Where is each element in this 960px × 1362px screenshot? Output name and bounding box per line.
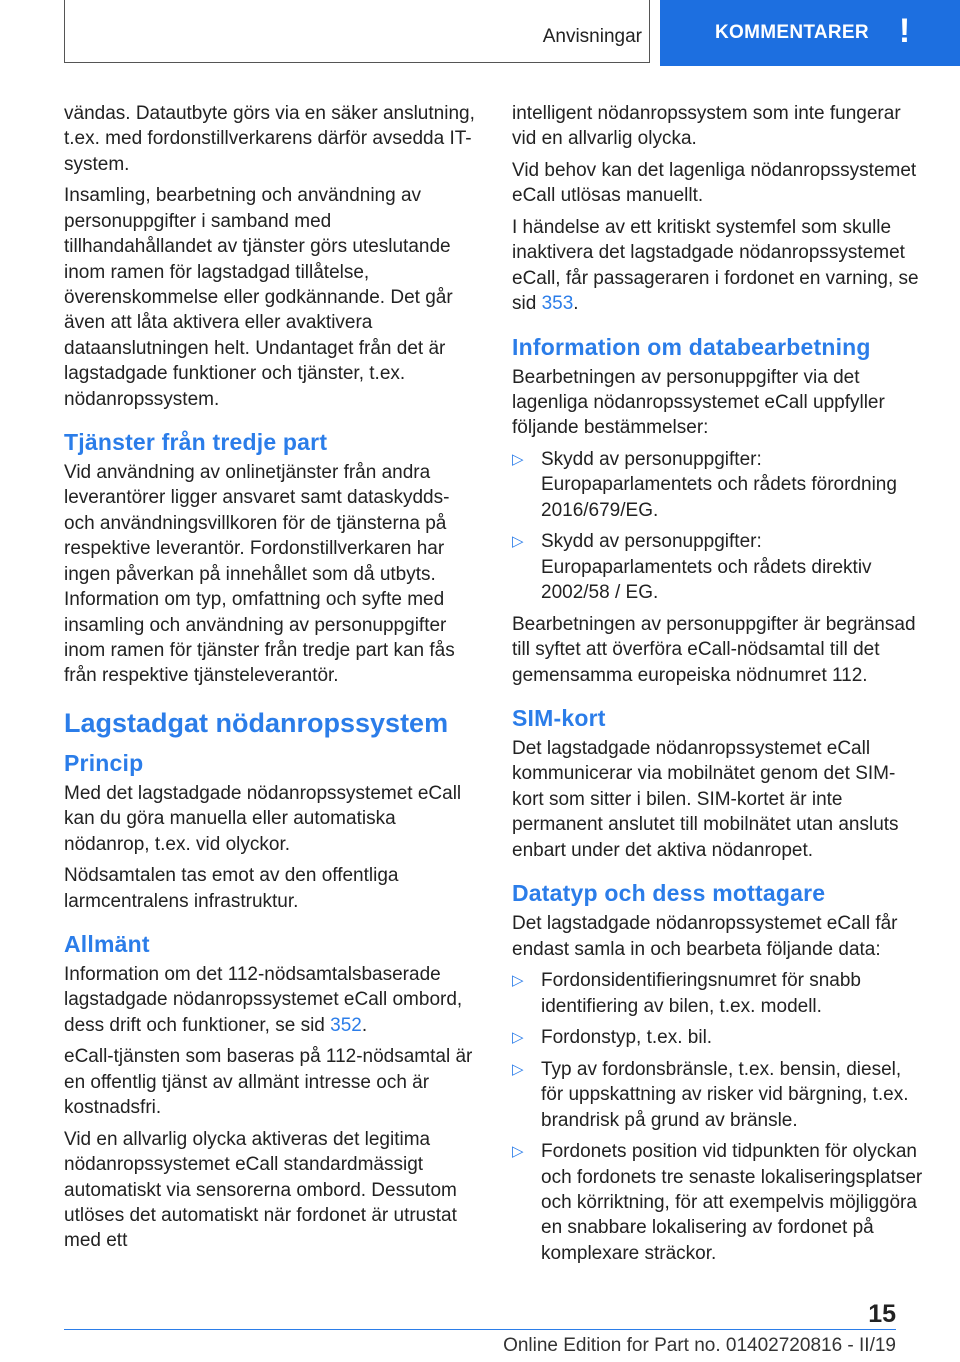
paragraph: Insamling, bearbetning och användning av personuppgifter i samband med tillhandahållandet av tjänster görs uteslutande inom ramen för lagstadgad tillåtelse, överenskommelse eller godkännande. Det går även att låta aktivera eller avaktivera dataanslutningen helt. Undantaget från det är lagstadgade funktioner och tjänster, t.ex. nödanropssystem. (64, 185, 453, 410)
heading-general: Allmänt (64, 930, 150, 957)
page-link-352[interactable]: 352 (330, 1014, 362, 1036)
page-number: 15 (868, 1300, 896, 1328)
paragraph (512, 215, 925, 317)
list-item (512, 1025, 925, 1050)
page-link-353[interactable]: 353 (541, 293, 574, 315)
paragraph: vändas. Datautbyte görs via en säker anslutning, t.ex. med fordonstillverkarens därför avsedda IT-system. (64, 103, 475, 175)
list-item-text: Skydd av personuppgifter: Europaparlamentets och rådets förordning 2016/679/EG. (541, 449, 897, 521)
list-item-text: Typ av fordonsbränsle, t.ex. bensin, diesel, för uppskattning av risker vid bärgning, t.ex. brandrisk på grund av bränsle. (541, 1058, 909, 1131)
edition-footer: Online Edition for Part no. 01402720816 - II/19 (503, 1335, 896, 1356)
comments-label: KOMMENTARER (715, 22, 869, 43)
bullet-list (512, 447, 925, 606)
paragraph: intelligent nödanropssystem som inte fungerar vid en allvarlig olycka. (512, 103, 901, 150)
heading-third-party: Tjänster från tredje part (64, 429, 328, 456)
footer-divider (64, 1329, 896, 1330)
left-column (64, 101, 477, 1260)
heading-data-type: Datatyp och dess mottagare (512, 880, 826, 907)
paragraph-text: . (573, 293, 579, 315)
list-item-text: Skydd av personuppgifter: Europaparlamentets och rådets direktiv 2002/58 / EG. (541, 531, 872, 604)
list-item (512, 1057, 925, 1133)
heading-data-processing: Information om databearbetning (512, 333, 871, 360)
paragraph: Vid en allvarlig olycka aktiveras det legitima nödanropssystemet eCall standardmässigt automatiskt via sensorerna ombord. Dessutom utlöses det automatiskt när fordonet är utrustat med ett (64, 1128, 457, 1252)
list-item-text: Fordonstyp, t.ex. bil. (541, 1027, 713, 1049)
paragraph: Nödsamtalen tas emot av den offentliga larmcentralens infrastruktur. (64, 865, 399, 912)
tab-anvisningar[interactable]: Anvisningar (542, 26, 642, 47)
list-item (512, 1139, 925, 1266)
triangle-bullet-icon: ▷ (512, 1060, 524, 1078)
paragraph: Det lagstadgade nödanropssystemet eCall får endast samla in och bearbeta följande data: (512, 913, 898, 960)
list-item (512, 968, 925, 1019)
triangle-bullet-icon: ▷ (512, 972, 524, 990)
paragraph: Vid användning av onlinetjänster från andra leverantörer ligger ansvaret samt dataskydds- och användningsvillkoren för de tjänsterna på respektive leverantör. Fordonstillverkaren har ingen påverkan på innehållet som då utbyts. Information om typ, omfattning och syfte med insamling och användning av personuppgifter inom ramen för tjänster från tredje part kan fås från respektive tjänsteleverantör. (64, 462, 455, 687)
heading-sim-card: SIM-kort (512, 705, 606, 732)
triangle-bullet-icon: ▷ (512, 533, 524, 551)
paragraph-text: . (361, 1014, 368, 1036)
paragraph: Bearbetningen av personuppgifter via det lagenliga nödanropssystemet eCall uppfyller följande bestämmelser: (512, 366, 885, 439)
paragraph (64, 962, 477, 1038)
comments-tab[interactable] (660, 0, 960, 66)
list-item-text: Fordonsidentifieringsnumret för snabb identifiering av bilen, t.ex. modell. (541, 970, 862, 1017)
triangle-bullet-icon: ▷ (512, 1143, 524, 1161)
paragraph: eCall-tjänsten som baseras på 112-nödsamtal är en offentlig tjänst av allmänt intresse och är kostnadsfri. (64, 1046, 473, 1119)
paragraph-text: Information om det 112-nödsamtalsbaserade lagstadgade nödanropssystemet eCall ombord, dess drift och funktioner, se sid (64, 963, 463, 1036)
exclamation-icon: ! (898, 11, 911, 50)
triangle-bullet-icon: ▷ (512, 451, 524, 469)
list-item-text: Fordonets position vid tidpunkten för olyckan och fordonets tre senaste lokaliseringsplatser och körriktning, för att exempelvis möjliggöra en snabbare lokalisering av fordonet på komplexare sträckor. (541, 1141, 923, 1264)
heading-emergency-system: Lagstadgat nödanropssystem (64, 707, 449, 738)
right-column (512, 101, 925, 1272)
list-item (512, 529, 925, 605)
paragraph: Bearbetningen av personuppgifter är begränsad till syftet att överföra eCall-nödsamtal till det gemensamma europeiska nödnumret 112. (512, 613, 916, 686)
paragraph-text: I händelse av ett kritiskt systemfel som skulle inaktivera det lagstadgade nödanropssystemet eCall, får passageraren i fordonet en varning, se sid (512, 217, 919, 315)
paragraph: Vid behov kan det lagenliga nödanropssystemet eCall utlösas manuellt. (512, 160, 917, 207)
bullet-list (512, 968, 925, 1266)
triangle-bullet-icon: ▷ (512, 1029, 524, 1047)
paragraph: Med det lagstadgade nödanropssystemet eCall kan du göra manuella eller automatiska nödanrop, t.ex. vid olyckor. (64, 782, 462, 855)
list-item (512, 447, 925, 523)
paragraph: Det lagstadgade nödanropssystemet eCall kommunicerar via mobilnätet genom det SIM-kort som sitter i bilen. SIM-kortet är inte permanent anslutet till mobilnätet utan ansluts enbart under det aktiva nödanropet. (512, 738, 899, 861)
heading-principle: Princip (64, 749, 144, 776)
